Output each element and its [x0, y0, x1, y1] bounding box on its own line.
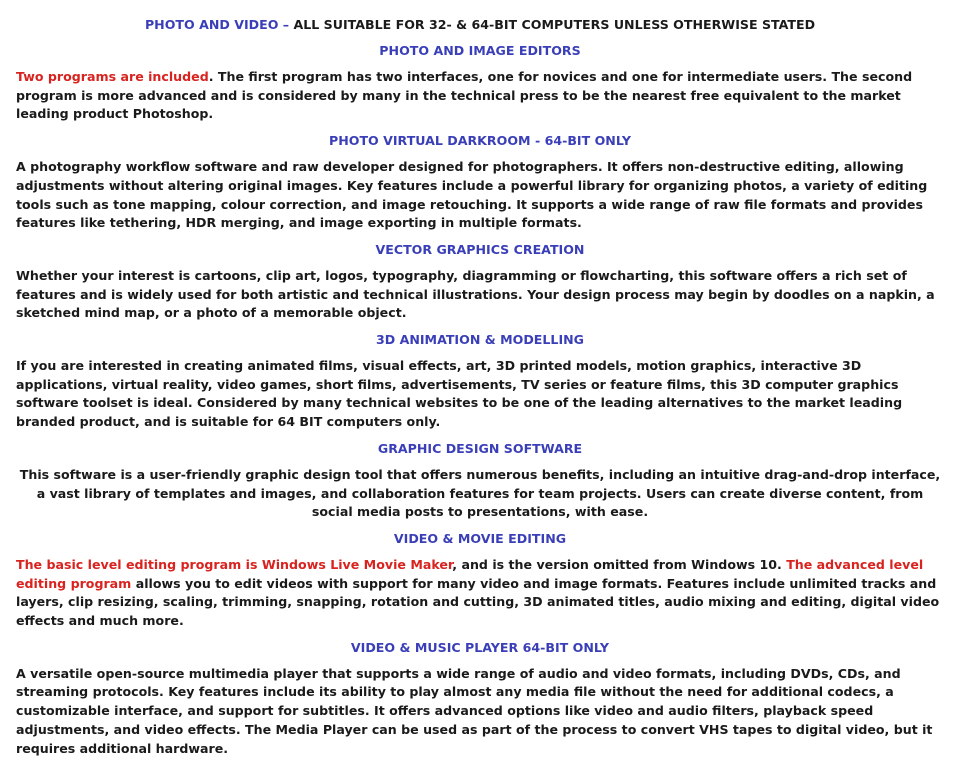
heading-graphic-design: GRAPHIC DESIGN SOFTWARE [377, 440, 583, 456]
title-blue-part: PHOTO AND VIDEO – [144, 17, 290, 32]
heading-player: VIDEO & MUSIC PLAYER 64-BIT ONLY [350, 639, 610, 655]
page-title [16, 16, 944, 34]
heading-animation: 3D ANIMATION & MODELLING [375, 332, 585, 348]
heading-darkroom: PHOTO VIRTUAL DARKROOM - 64-BIT ONLY [328, 133, 632, 149]
photo-editors-text: . The first program has two interfaces, one for novices and one for intermediate users. The second program is more advanced and is considered by many in the technical press to be the nearest free equivalent to the market leading product Photoshop. [16, 69, 913, 122]
paragraph-darkroom: A photography workflow software and raw developer designed for photographers. It offers non-destructive editing, allowing adjustments without altering original images. Key features include a powerful library for organizing photos, a variety of editing tools such as tone mapping, colour correction, and image retouching. It supports a wide range of raw file formats and provides features like tethering, HDR merging, and image exporting in multiple formats. [16, 159, 928, 231]
paragraph-animation: If you are interested in creating animated films, visual effects, art, 3D printed models, motion graphics, interactive 3D applications, virtual reality, video games, short films, advertisements, TV series or feature films, this 3D computer graphics software toolset is ideal. Considered by many technical websites to be one of the leading alternatives to the market leading branded product, and is suitable for 64 BIT computers only. [16, 358, 903, 430]
heading-photo-editors: PHOTO AND IMAGE EDITORS [379, 43, 581, 58]
highlight-advanced-editing: The advanced level editing program [16, 556, 924, 591]
paragraph-photo-editors [16, 68, 944, 124]
paragraph-graphic-design: This software is a user-friendly graphic design tool that offers numerous benefits, including an intuitive drag-and-drop interface, a vast library of templates and images, and collaboration features for team projects. Users can create diverse content, from social media posts to presentations, with ease. [19, 466, 941, 520]
paragraph-vector: Whether your interest is cartoons, clip art, logos, typography, diagramming or flowcharting, this software offers a rich set of features and is widely used for both artistic and technical illustrations. Your design process may begin by doodles on a napkin, a sketched mind map, or a photo of a memorable object. [16, 267, 935, 321]
heading-vector: VECTOR GRAPHICS CREATION [375, 241, 585, 257]
title-rest: ALL SUITABLE FOR 32- & 64-BIT COMPUTERS UNLESS OTHERWISE STATED [289, 17, 816, 32]
highlight-two-programs: Two programs are included [16, 69, 209, 84]
highlight-basic-editing: The basic level editing program is Windows Live Movie Maker [16, 556, 453, 572]
paragraph-video-editing [16, 556, 944, 631]
video-editing-text-2: allows you to edit videos with support for many video and image formats. Features include unlimited tracks and layers, clip resizing, scaling, trimming, snapping, rotation and cutting, 3D animated titles, audio mixing and editing, digital video effects and much more. [16, 575, 940, 629]
heading-video-editing: VIDEO & MOVIE EDITING [393, 530, 567, 546]
video-editing-text-1: , and is the version omitted from Windows 10. [452, 556, 787, 572]
paragraph-player: A versatile open-source multimedia player that supports a wide range of audio and video formats, including DVDs, CDs, and streaming protocols. Key features include its ability to play almost any media file without the need for additional codecs, a customizable interface, and support for subtitles. It offers advanced options like video and audio filters, playback speed adjustments, and video effects. The Media Player can be used as part of the process to convert VHS tapes to digital video, but it requires additional hardware. [16, 665, 933, 756]
